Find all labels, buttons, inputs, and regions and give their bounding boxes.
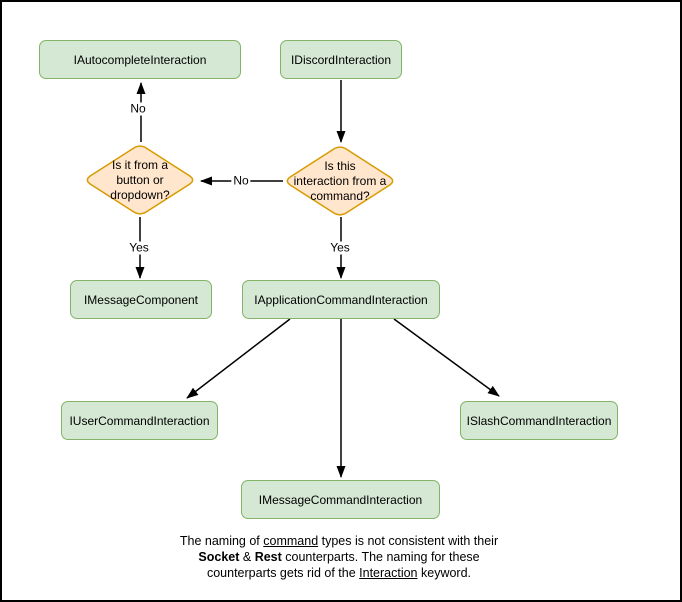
caption-underlined-word: Interaction xyxy=(359,566,418,580)
caption-text: counterparts gets rid of the xyxy=(206,566,360,580)
edge-label-yes-right: Yes xyxy=(330,240,350,255)
caption-bold-word: Socket xyxy=(198,550,240,564)
decision-line: Is it from a xyxy=(111,157,168,172)
decision-from-command xyxy=(283,144,397,218)
edge-application-command-to-slash-command xyxy=(394,319,499,396)
caption-text: counterparts. The naming for these xyxy=(281,550,480,564)
node-message-command-interaction: IMessageCommandInteraction xyxy=(241,480,440,519)
caption-text: The naming of xyxy=(179,534,264,548)
caption-text: & xyxy=(239,550,255,564)
decision-button-or-dropdown-text xyxy=(83,143,197,217)
node-slash-command-interaction: ISlashCommandInteraction xyxy=(460,401,618,440)
node-discord-interaction: IDiscordInteraction xyxy=(280,40,402,79)
edge-application-command-to-user-command xyxy=(187,319,290,398)
decision-from-command-text xyxy=(283,144,397,218)
edge-label-no-up: No xyxy=(130,101,146,116)
caption-line-3 xyxy=(96,565,582,581)
node-user-command-interaction: IUserCommandInteraction xyxy=(61,401,218,440)
caption-underlined-word: command xyxy=(263,534,319,548)
caption-line-2 xyxy=(96,549,582,565)
decision-line: interaction from a xyxy=(293,173,387,188)
decision-line: button or xyxy=(116,172,164,187)
decision-line: dropdown? xyxy=(110,187,170,202)
node-application-command-interaction: IApplicationCommandInteraction xyxy=(242,280,440,319)
edge-label-no-left: No xyxy=(233,173,249,188)
edge-label-yes-left: Yes xyxy=(129,240,149,255)
node-message-component: IMessageComponent xyxy=(70,280,212,319)
decision-line: Is this xyxy=(324,158,356,173)
caption xyxy=(96,533,582,581)
caption-bold-word: Rest xyxy=(254,550,282,564)
caption-line-1 xyxy=(96,533,582,549)
caption-text: types is not consistent with their xyxy=(318,534,499,548)
decision-button-or-dropdown xyxy=(83,143,197,217)
decision-line: command? xyxy=(310,188,370,203)
caption-text: keyword. xyxy=(417,566,472,580)
node-autocomplete-interaction: IAutocompleteInteraction xyxy=(39,40,241,79)
